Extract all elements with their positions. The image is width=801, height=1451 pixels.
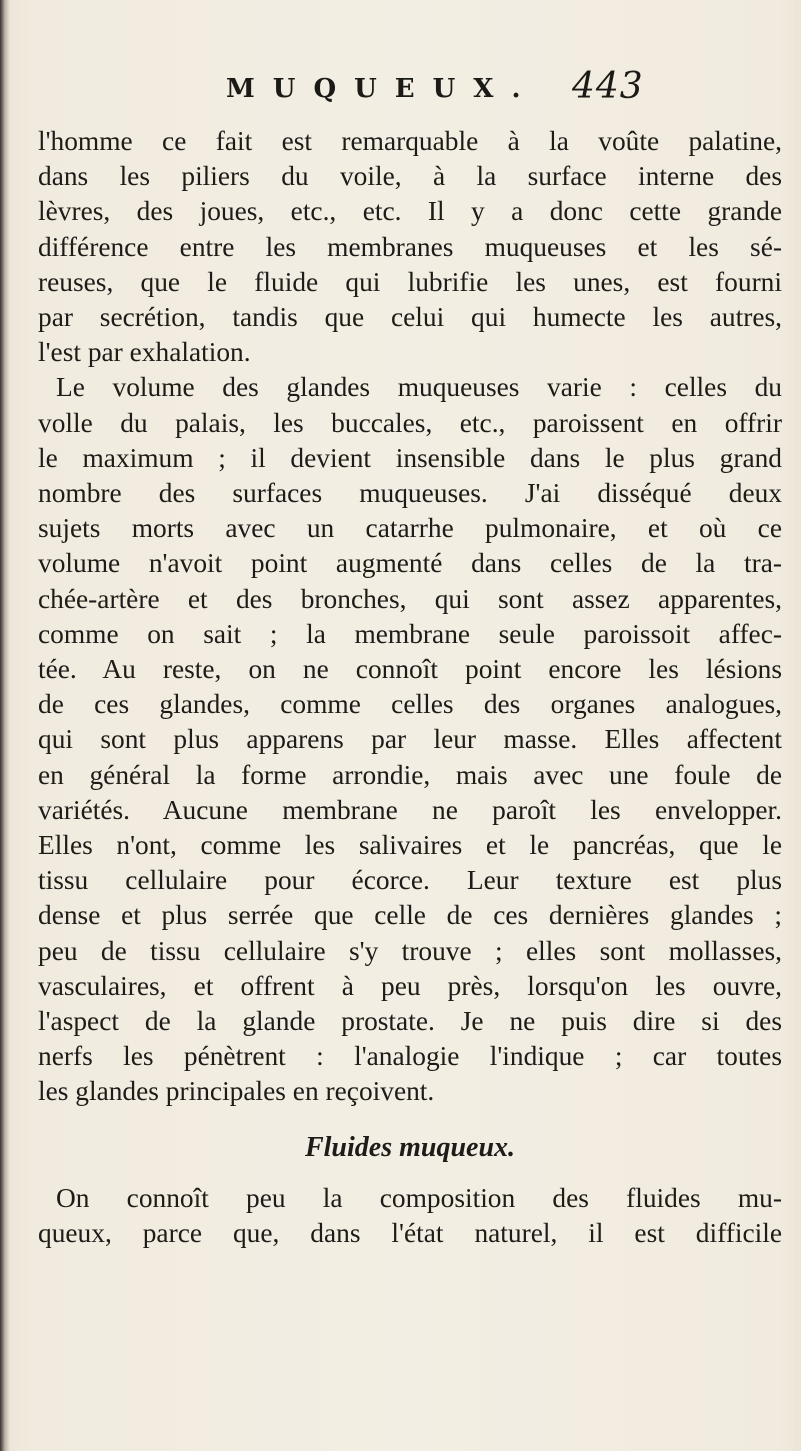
running-title: MUQUEUX.	[226, 74, 539, 104]
text-line: le maximum ; il devient insensible dans le plus grand	[38, 442, 782, 473]
text-line: Elles n'ont, comme les salivaires et le pancréas, que le	[38, 830, 782, 861]
text-line: différence entre les membranes muqueuses et les sé-	[38, 231, 782, 262]
text-line: par secrétion, tandis que celui qui humecte les autres,	[38, 302, 782, 333]
text-line: lèvres, des joues, etc., etc. Il y a donc cette grande	[38, 196, 782, 227]
paragraph-3	[38, 1181, 782, 1251]
text-line: dense et plus serrée que celle de ces dernières glandes ;	[38, 900, 782, 931]
text-line: nombre des surfaces muqueuses. J'ai disséqué deux	[38, 478, 782, 509]
text-line: en général la forme arrondie, mais avec une foule de	[38, 759, 782, 790]
text-line: l'est par exhalation.	[38, 337, 251, 368]
text-line: dans les piliers du voile, à la surface interne des	[38, 161, 782, 192]
text-line: reuses, que le fluide qui lubrifie les unes, est fourni	[38, 266, 782, 297]
text-line: l'aspect de la glande prostate. Je ne puis dire si des	[38, 1006, 782, 1037]
section-heading: Fluides muqueux.	[304, 1131, 516, 1163]
text-line: sujets morts avec un catarrhe pulmonaire, et où ce	[38, 513, 782, 544]
text-line: vasculaires, et offrent à peu près, lorsqu'on les ouvre,	[38, 970, 782, 1001]
page-number: 443	[572, 66, 644, 107]
text-line: nerfs les pénètrent : l'analogie l'indique ; car toutes	[38, 1041, 782, 1072]
paragraph-2	[38, 370, 782, 1109]
text-line: tissu cellulaire pour écorce. Leur texture est plus	[38, 865, 782, 896]
text-line: chée-artère et des bronches, qui sont assez apparentes,	[38, 583, 782, 614]
text-line: tée. Au reste, on ne connoît point encore les lésions	[38, 654, 782, 685]
text-line: qui sont plus apparens par leur masse. Elles affectent	[38, 724, 782, 755]
text-line: de ces glandes, comme celles des organes analogues,	[38, 689, 782, 720]
binding-gutter-shadow	[0, 0, 10, 1451]
text-line: peu de tissu cellulaire s'y trouve ; elles sont mollasses,	[38, 935, 782, 966]
text-line: Le volume des glandes muqueuses varie : celles du	[56, 372, 782, 403]
paragraph-1	[38, 124, 782, 370]
text-line: queux, parce que, dans l'état naturel, il est difficile	[38, 1218, 782, 1249]
text-line: l'homme ce fait est remarquable à la voûte palatine,	[38, 126, 782, 156]
page-header	[226, 64, 726, 120]
text-line: volume n'avoit point augmenté dans celles de la tra-	[38, 548, 782, 579]
text-line: variétés. Aucune membrane ne paroît les envelopper.	[38, 794, 782, 825]
body-text	[38, 124, 782, 1251]
text-line: volle du palais, les buccales, etc., paroissent en offrir	[38, 407, 782, 438]
text-line: les glandes principales en reçoivent.	[38, 1076, 435, 1107]
text-line: comme on sait ; la membrane seule paroissoit affec-	[38, 618, 782, 649]
text-line: On connoît peu la composition des fluides mu-	[56, 1182, 782, 1213]
